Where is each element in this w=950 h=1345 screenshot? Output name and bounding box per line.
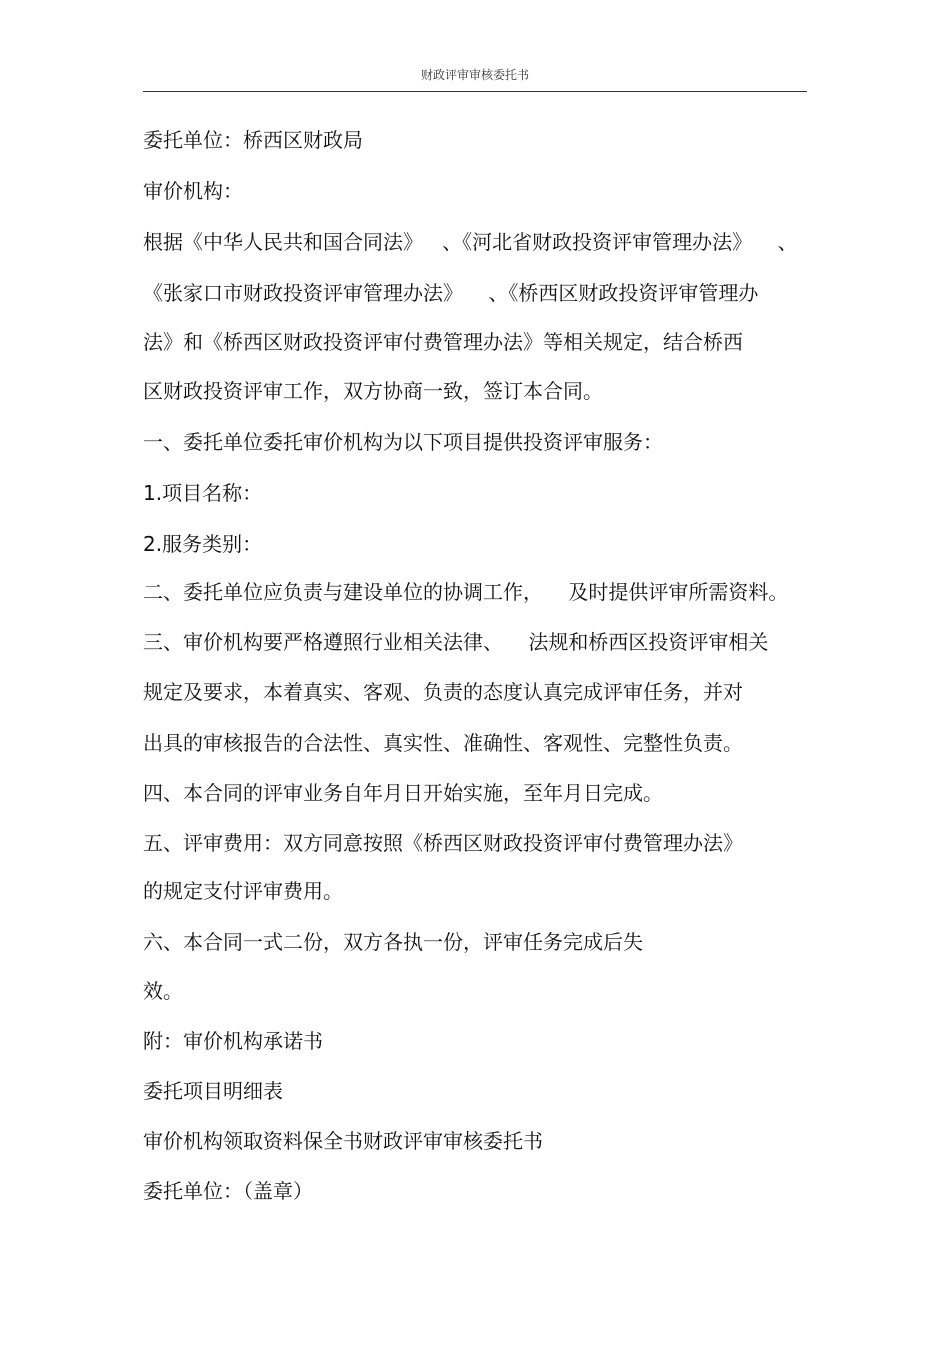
paragraph-line: 法》和《桥西区财政投资评审付费管理办法》等相关规定，结合桥西: [143, 330, 743, 354]
service-category-line: 2.服务类别：: [143, 532, 263, 556]
clause-5-line: 的规定支付评审费用。: [143, 879, 343, 903]
signature-line: 委托单位：（盖章）: [143, 1179, 313, 1203]
clause-6-line: 效。: [143, 979, 183, 1003]
paragraph-line: 区财政投资评审工作，双方协商一致，签订本合同。: [143, 379, 603, 403]
paragraph-line: 根据《中华人民共和国合同法》 、《河北省财政投资评审管理办法》 、: [143, 230, 798, 254]
clause-4-line: 四、本合同的评审业务自年月日开始实施，至年月日完成。: [143, 781, 663, 805]
client-line: 委托单位：桥西区财政局: [143, 128, 363, 152]
clause-3-line: 规定及要求，本着真实、客观、负责的态度认真完成评审任务，并对: [143, 680, 743, 704]
auditor-line: 审价机构：: [143, 179, 243, 203]
clause-2-line: 二、委托单位应负责与建设单位的协调工作， 及时提供评审所需资料。: [143, 580, 789, 604]
clause-6-line: 六、本合同一式二份，双方各执一份，评审任务完成后失: [143, 930, 643, 954]
header-divider: [143, 91, 807, 92]
clause-1-line: 一、委托单位委托审价机构为以下项目提供投资评审服务：: [143, 430, 663, 454]
paragraph-line: 《张家口市财政投资评审管理办法》 、《桥西区财政投资评审管理办: [143, 281, 759, 305]
attachment-line: 附：审价机构承诺书: [143, 1029, 323, 1053]
attachment-line: 审价机构领取资料保全书财政评审审核委托书: [143, 1129, 543, 1153]
clause-5-line: 五、评审费用：双方同意按照《桥西区财政投资评审付费管理办法》: [143, 831, 743, 855]
project-name-line: 1.项目名称：: [143, 481, 263, 505]
clause-3-line: 三、审价机构要严格遵照行业相关法律、 法规和桥西区投资评审相关: [143, 630, 769, 654]
page-header-title: 财政评审审核委托书: [420, 68, 529, 82]
attachment-line: 委托项目明细表: [143, 1079, 283, 1103]
clause-3-line: 出具的审核报告的合法性、真实性、准确性、客观性、完整性负责。: [143, 731, 743, 755]
